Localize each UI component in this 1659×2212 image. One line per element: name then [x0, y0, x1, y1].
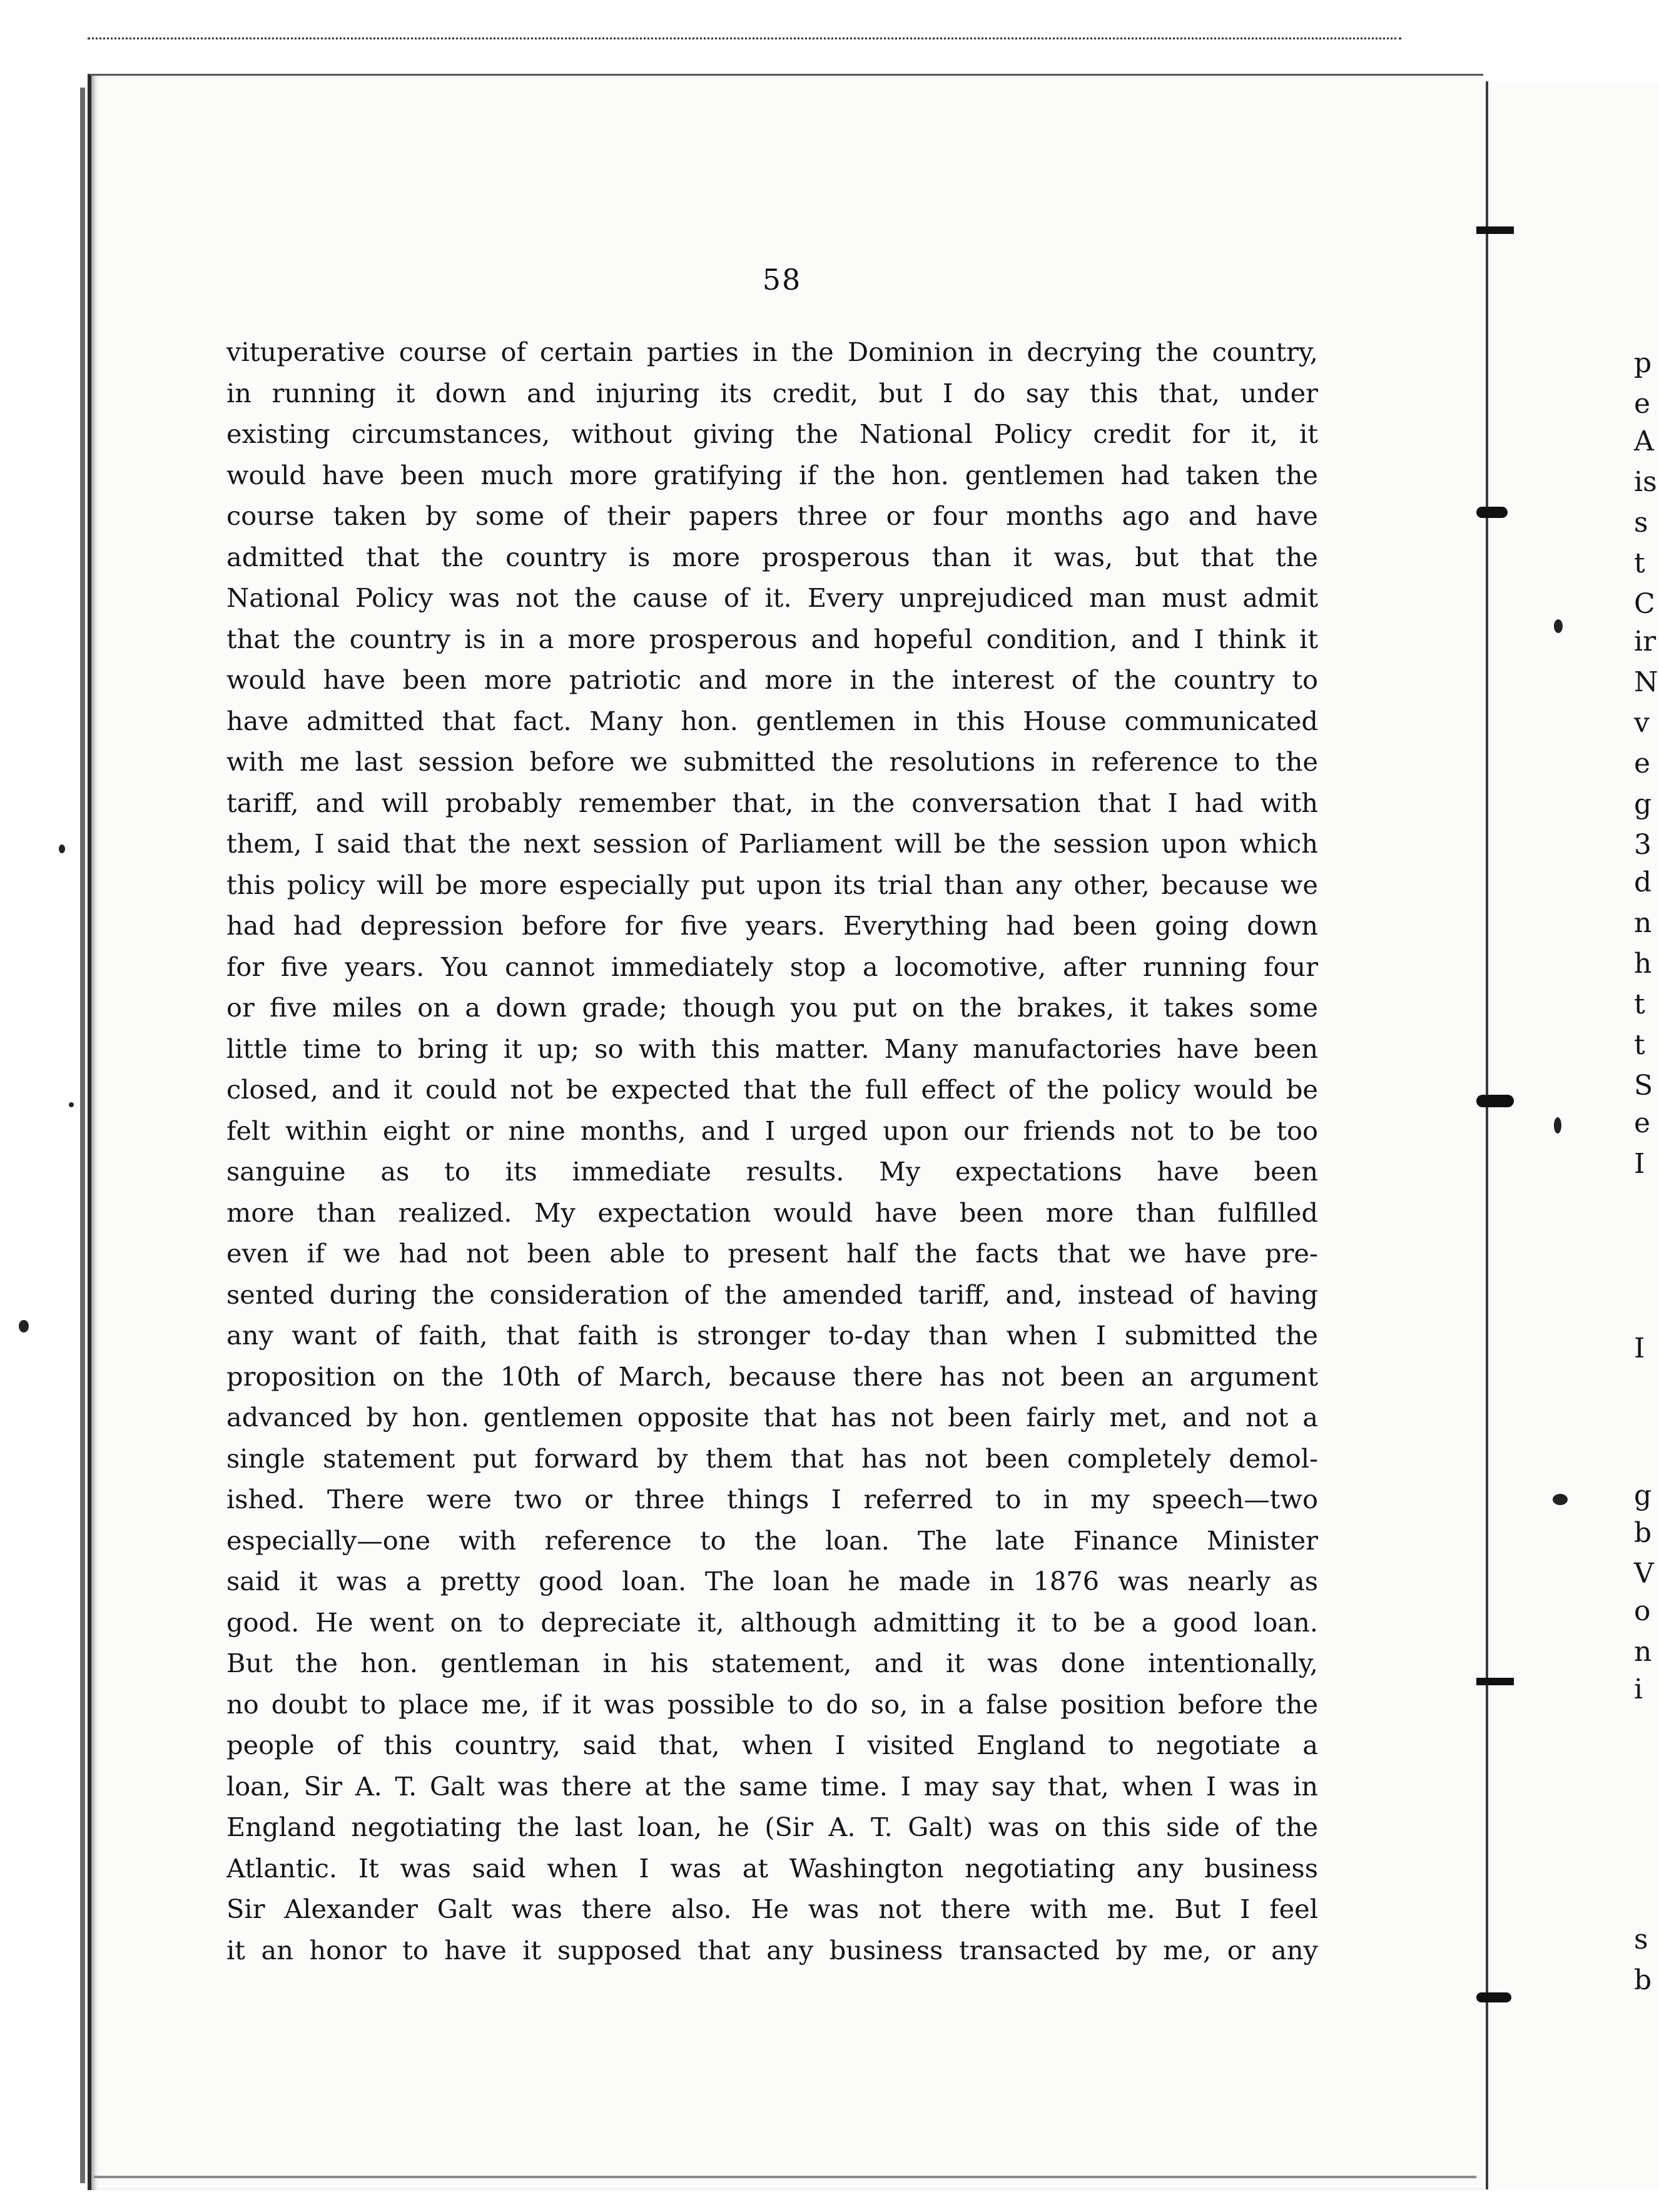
text-line: or five miles on a down grade; though you put on the brakes, it takes some — [226, 992, 1318, 1023]
adjacent-page-fragment: e — [1634, 1107, 1651, 1139]
text-line: loan, Sir A. T. Galt was there at the same time. I may say that, when I was in — [226, 1770, 1318, 1802]
scan-speck — [1554, 619, 1563, 633]
text-line: tariff, and will probably remember that, in the conversation that I had with — [226, 787, 1318, 818]
text-line: good. He went on to depreciate it, although admitting it to be a good loan. — [226, 1606, 1318, 1638]
adjacent-page-fragment: d — [1634, 866, 1652, 898]
text-line: England negotiating the last loan, he (Sir A. T. Galt) was on this side of the — [226, 1812, 1318, 1842]
text-line: more than realized. My expectation would have been more than fulfilled — [226, 1197, 1318, 1228]
text-line: existing circumstances, without giving the National Policy credit for it, it — [226, 419, 1318, 449]
text-line: proposition on the 10th of March, because there has not been an argument — [226, 1361, 1318, 1392]
text-line: said it was a pretty good loan. The loan he made in 1876 was nearly as — [226, 1566, 1318, 1596]
adjacent-page-fragment: s — [1634, 1924, 1648, 1956]
adjacent-page-fragment: 3 — [1634, 829, 1651, 861]
text-line: felt within eight or nine months, and I urged upon our friends not to be too — [226, 1115, 1318, 1146]
adjacent-page-fragment: t — [1634, 1029, 1645, 1061]
text-line: would have been much more gratifying if the hon. gentlemen had taken the — [226, 459, 1318, 490]
text-line: in running it down and injuring its credit, but I do say this that, under — [226, 377, 1318, 408]
adjacent-page-fragment: ir — [1634, 626, 1656, 657]
scan-speck — [19, 1320, 29, 1332]
adjacent-page-fragment: g — [1634, 788, 1652, 820]
text-line: have admitted that fact. Many hon. gentlemen in this House communicated — [226, 705, 1318, 736]
text-line: would have been more patriotic and more in the interest of the country to — [226, 664, 1318, 695]
page-number: 58 — [762, 263, 802, 297]
scan-mark — [1476, 1678, 1514, 1685]
scan-speck — [59, 845, 65, 853]
text-line: this policy will be more especially put upon its trial than any other, because we — [226, 869, 1318, 900]
text-line: Atlantic. It was said when I was at Washington negotiating any business — [226, 1852, 1318, 1884]
adjacent-page-fragment: n — [1634, 1636, 1652, 1668]
scan-speck — [69, 1102, 74, 1107]
text-line: especially—one with reference to the loan. The late Finance Minister — [226, 1525, 1318, 1556]
text-line: any want of faith, that faith is stronger to-day than when I submitted the — [226, 1320, 1318, 1351]
adjacent-page-fragment: A — [1634, 425, 1654, 457]
text-line: admitted that the country is more prosperous than it was, but that the — [226, 541, 1318, 572]
text-line: closed, and it could not be expected that the full effect of the policy would be — [226, 1074, 1318, 1105]
adjacent-page-fragment: s — [1634, 507, 1648, 539]
adjacent-page-fragment: p — [1634, 347, 1652, 379]
adjacent-page-fragment: C — [1634, 588, 1655, 620]
adjacent-page-fragment: e — [1634, 748, 1651, 779]
text-line: no doubt to place me, if it was possible to do so, in a false position before the — [226, 1688, 1318, 1720]
adjacent-page-fragment: t — [1634, 547, 1645, 579]
top-edge-marks — [88, 38, 1401, 43]
scan-mark — [1476, 1992, 1511, 2002]
text-line: vituperative course of certain parties in the Dominion in decrying the country, — [226, 337, 1318, 367]
scan-mark — [1476, 226, 1514, 234]
text-line: them, I said that the next session of Parliament will be the session upon which — [226, 828, 1318, 859]
binding-edge — [80, 88, 85, 2183]
adjacent-page-fragment: I — [1634, 1148, 1645, 1180]
text-line: it an honor to have it supposed that any business transacted by me, or any — [226, 1934, 1318, 1966]
adjacent-page-fragment: i — [1634, 1673, 1643, 1705]
text-line: for five years. You cannot immediately stop a locomotive, after running four — [226, 951, 1318, 982]
adjacent-page-fragment: h — [1634, 948, 1652, 980]
text-line: little time to bring it up; so with this matter. Many manufactories have been — [226, 1033, 1318, 1064]
adjacent-page-fragment: b — [1634, 1964, 1652, 1996]
adjacent-page-fragment: o — [1634, 1595, 1651, 1627]
bottom-edge — [94, 2176, 1476, 2178]
text-line: people of this country, said that, when I visited England to negotiate a — [226, 1730, 1318, 1760]
adjacent-page-fragment: is — [1634, 466, 1657, 498]
text-line: single statement put forward by them that has not been completely demol- — [226, 1443, 1318, 1474]
text-line: with me last session before we submitted the resolutions in reference to the — [226, 746, 1318, 777]
text-line: advanced by hon. gentlemen opposite that has not been fairly met, and not a — [226, 1402, 1318, 1433]
scan-mark — [1476, 1095, 1514, 1107]
adjacent-page-fragment: N — [1634, 666, 1658, 698]
text-line: had had depression before for five years. Everything had been going down — [226, 910, 1318, 941]
adjacent-page-fragment: e — [1634, 388, 1651, 420]
text-line: National Policy was not the cause of it. Every unprejudiced man must admit — [226, 582, 1318, 613]
adjacent-page-fragment: n — [1634, 907, 1652, 939]
text-line: even if we had not been able to present half the facts that we have pre- — [226, 1238, 1318, 1269]
adjacent-page-fragment: S — [1634, 1070, 1653, 1102]
text-line: that the country is in a more prosperous and hopeful condition, and I think it — [226, 623, 1318, 654]
text-line: But the hon. gentleman in his statement, and it was done intentionally, — [226, 1648, 1318, 1678]
scan-speck — [1554, 1117, 1561, 1134]
text-line: Sir Alexander Galt was there also. He was not there with me. But I feel — [226, 1894, 1318, 1924]
text-line: sanguine as to its immediate results. My expectations have been — [226, 1156, 1318, 1187]
adjacent-page-fragment: v — [1634, 707, 1650, 739]
adjacent-page-fragment: t — [1634, 988, 1645, 1020]
adjacent-page-fragment: I — [1634, 1332, 1645, 1364]
scan-speck — [1553, 1494, 1568, 1505]
adjacent-page-fragment: b — [1634, 1517, 1652, 1549]
text-line: ished. There were two or three things I referred to in my speech—two — [226, 1484, 1318, 1514]
text-line: course taken by some of their papers three or four months ago and have — [226, 500, 1318, 531]
scan-mark — [1476, 507, 1508, 518]
adjacent-page-fragment: g — [1634, 1479, 1652, 1511]
adjacent-page-fragment: V — [1634, 1558, 1654, 1590]
text-line: sented during the consideration of the amended tariff, and, instead of having — [226, 1279, 1318, 1310]
body-text — [226, 332, 1318, 1971]
